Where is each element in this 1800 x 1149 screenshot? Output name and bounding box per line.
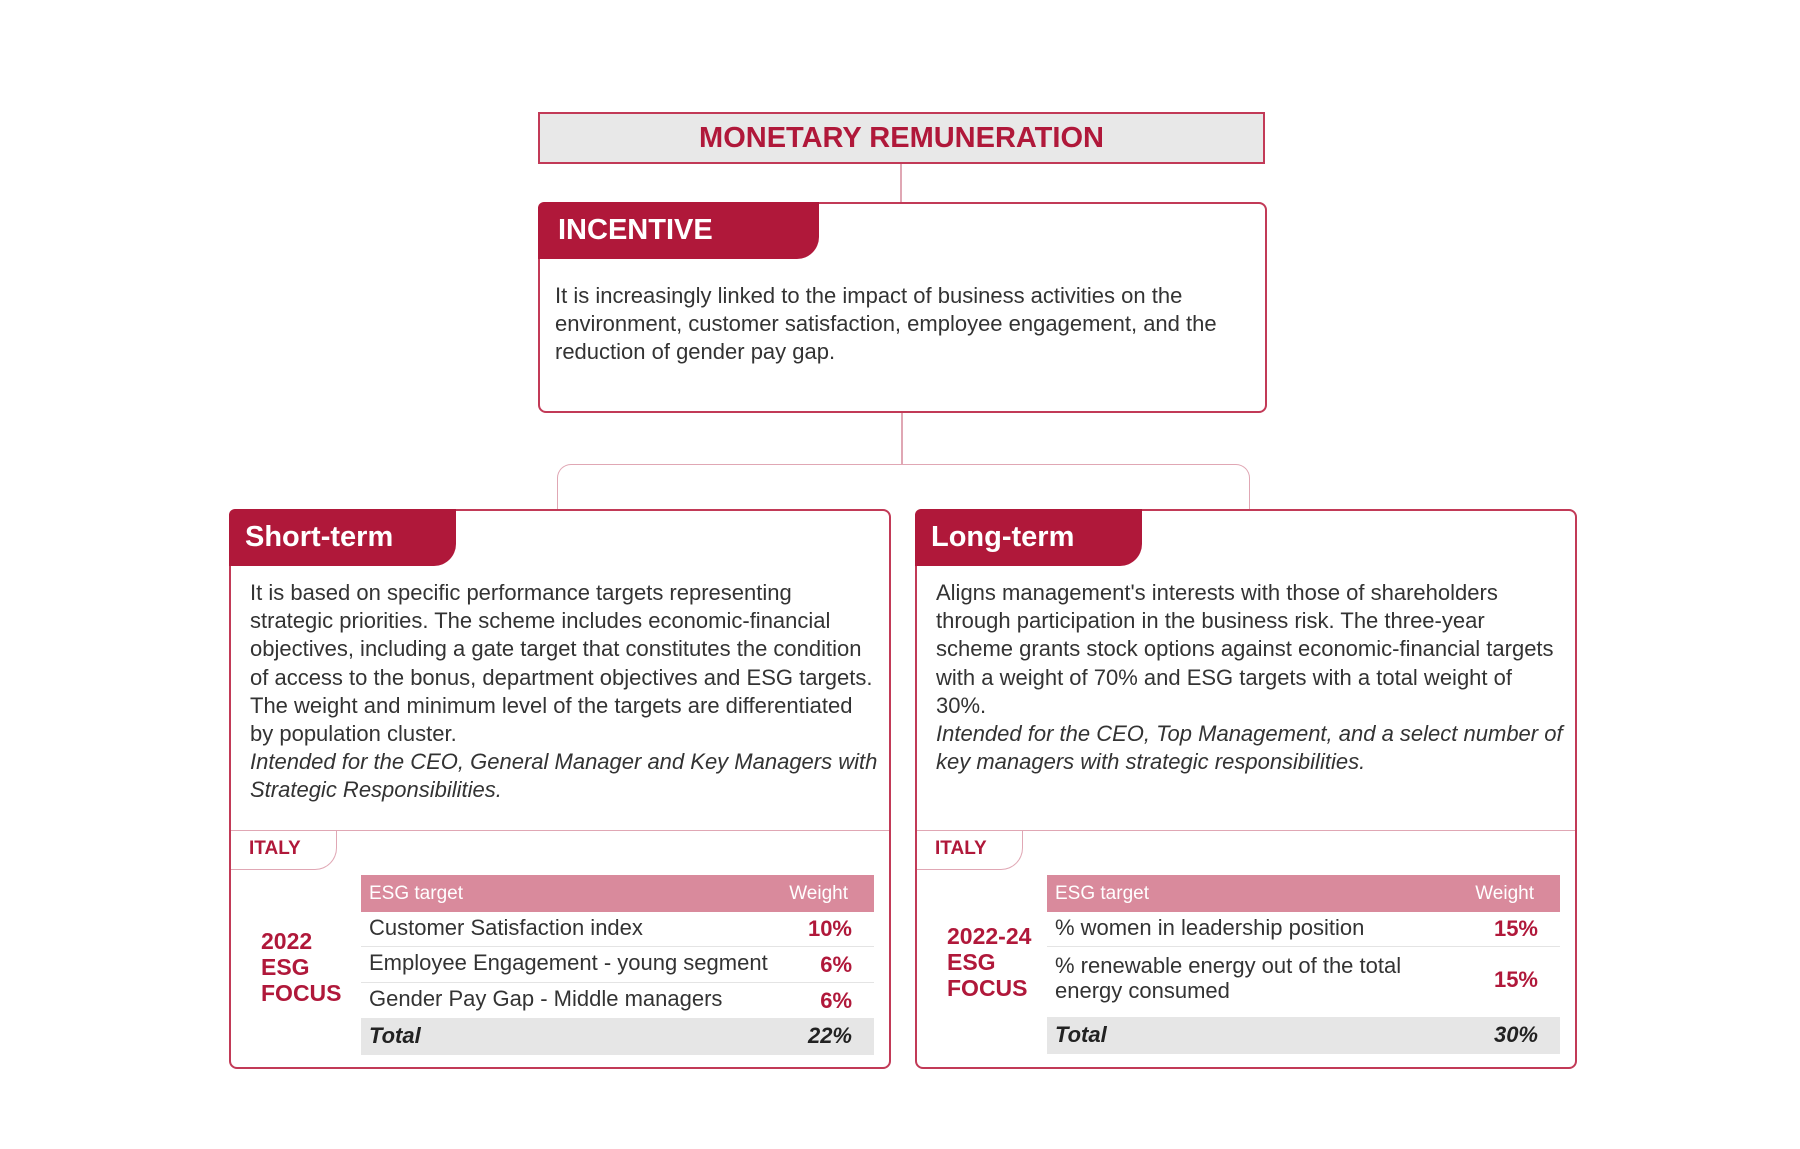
esg-table bbox=[361, 875, 874, 1055]
header-esg-target: ESG target bbox=[369, 883, 463, 904]
table-header bbox=[1047, 875, 1560, 912]
row-target: Gender Pay Gap - Middle managers bbox=[369, 986, 723, 1011]
long-term-description bbox=[936, 579, 1566, 776]
esg-table bbox=[1047, 875, 1560, 1054]
esg-focus-label bbox=[261, 928, 342, 1006]
long-term-card bbox=[915, 509, 1577, 1069]
focus-word: FOCUS bbox=[947, 975, 1028, 1001]
table-row bbox=[361, 912, 874, 947]
short-term-text: It is based on specific performance targets representing strategic priorities. The scheme includes economic-financial objectives, including a gate target that constitutes the condition of access to the bonus, department objectives and ESG targets. The weight and minimum level of the targets are differentiated by population cluster. bbox=[250, 580, 873, 747]
header-weight: Weight bbox=[1475, 883, 1534, 904]
short-term-intended: Intended for the CEO, General Manager and Key Managers with Strategic Responsibilities. bbox=[250, 749, 878, 803]
row-weight: 6% bbox=[820, 952, 852, 977]
focus-esg: ESG bbox=[261, 954, 310, 980]
header-esg-target: ESG target bbox=[1055, 883, 1149, 904]
table-total-row bbox=[1047, 1017, 1560, 1054]
row-target: % women in leadership position bbox=[1055, 915, 1365, 940]
connector-top bbox=[900, 164, 902, 202]
focus-year: 2022-24 bbox=[947, 923, 1032, 949]
focus-esg: ESG bbox=[947, 949, 996, 975]
table-row bbox=[1047, 947, 1560, 1017]
header-weight: Weight bbox=[789, 883, 848, 904]
long-term-tab: Long-term bbox=[915, 509, 1142, 566]
total-value: 30% bbox=[1493, 1022, 1538, 1047]
esg-focus-label bbox=[947, 923, 1031, 1001]
row-target: Customer Satisfaction index bbox=[369, 915, 643, 940]
table-row bbox=[361, 947, 874, 983]
total-value: 22% bbox=[807, 1023, 852, 1048]
incentive-text: It is increasingly linked to the impact of business activities on the environment, customer satisfaction, employee engagement, and the reduction of gender pay gap. bbox=[555, 283, 1217, 364]
row-weight: 15% bbox=[1493, 967, 1538, 992]
row-weight: 10% bbox=[807, 916, 852, 941]
focus-year: 2022 bbox=[261, 928, 313, 954]
focus-word: FOCUS bbox=[261, 980, 342, 1006]
table-row bbox=[1047, 912, 1560, 947]
incentive-card bbox=[538, 202, 1267, 413]
total-label: Total bbox=[369, 1023, 421, 1048]
page-title: MONETARY REMUNERATION bbox=[538, 112, 1265, 164]
short-term-tab: Short-term bbox=[229, 509, 456, 566]
connector-mid bbox=[901, 413, 903, 465]
row-target: % renewable energy out of the total energy consumed bbox=[1055, 953, 1402, 1003]
country-label: ITALY bbox=[917, 830, 1023, 870]
row-weight: 15% bbox=[1493, 916, 1538, 941]
total-label: Total bbox=[1055, 1022, 1107, 1047]
table-header bbox=[361, 875, 874, 912]
country-label: ITALY bbox=[231, 830, 337, 870]
table-row bbox=[361, 983, 874, 1018]
short-term-card bbox=[229, 509, 891, 1069]
long-term-intended: Intended for the CEO, Top Management, and a select number of key managers with strategic responsibilities. bbox=[936, 721, 1563, 775]
incentive-tab: INCENTIVE bbox=[538, 202, 819, 259]
short-term-description bbox=[250, 579, 880, 805]
row-weight: 6% bbox=[820, 988, 852, 1013]
long-term-text: Aligns management's interests with those of shareholders through participation in the business risk. The three-year scheme grants stock options against economic-financial targets with a weight of 70% and ESG targets with a total weight of 30%. bbox=[936, 580, 1554, 718]
table-total-row bbox=[361, 1018, 874, 1055]
connector-branch bbox=[557, 464, 1250, 510]
row-target: Employee Engagement - young segment bbox=[369, 950, 768, 975]
